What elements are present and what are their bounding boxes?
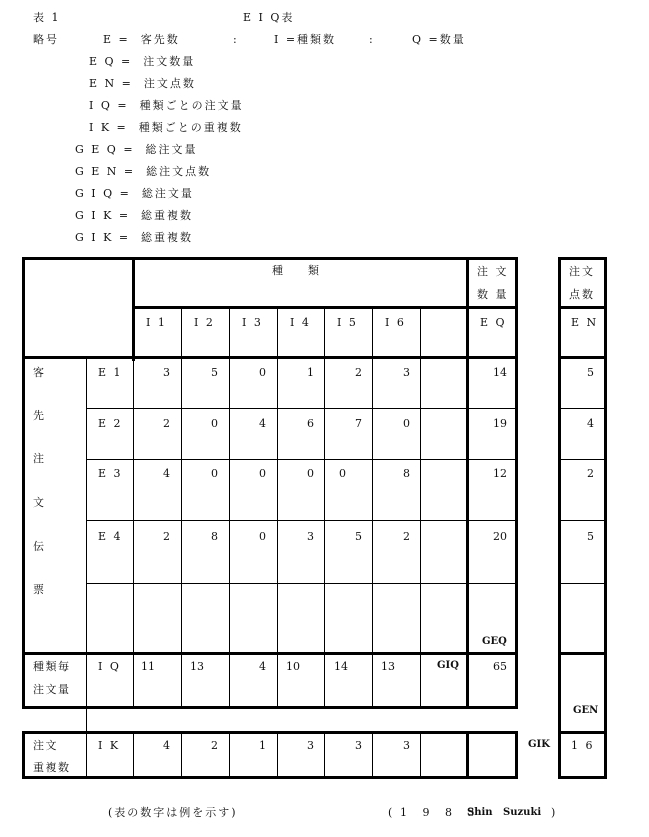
- iq-value: 11: [141, 660, 155, 673]
- cell-value: 1: [307, 366, 314, 379]
- ik-column-line: [133, 733, 134, 777]
- ik-column-line: [277, 733, 278, 777]
- iq-value: 14: [334, 660, 348, 673]
- footer-note: (表の数字は例を示す): [108, 806, 238, 819]
- legend-row: G I Q = 総注文量: [75, 187, 194, 200]
- legend-row: I Q = 種類ごとの注文量: [89, 99, 244, 112]
- item-column-line: [372, 307, 373, 708]
- cell-value: 2: [163, 417, 170, 430]
- cell-value: 0: [259, 366, 266, 379]
- cell-value: 2: [403, 530, 410, 543]
- customer-label-char: 票: [33, 583, 44, 596]
- en-column-frame: [558, 257, 607, 779]
- cell-value: 2: [355, 366, 362, 379]
- cell-value: 0: [211, 417, 218, 430]
- legend-q: Q =数量: [412, 33, 466, 46]
- geq-label: GEQ: [482, 636, 507, 647]
- eq-col-header: E Q: [480, 316, 507, 329]
- en-header-line: [558, 306, 607, 309]
- iq-total: 65: [493, 660, 507, 673]
- ik-column-line: [86, 733, 87, 777]
- row-id: E 2: [98, 417, 123, 430]
- eq-header-line2: 数 量: [477, 288, 509, 301]
- iq-value: 13: [190, 660, 204, 673]
- cell-value: 0: [339, 467, 346, 480]
- en-ik-line: [558, 731, 607, 734]
- item-column-line: [277, 307, 278, 708]
- cell-value: 0: [259, 467, 266, 480]
- ik-value: 4: [163, 739, 170, 752]
- ik-row-id: I K: [98, 739, 121, 752]
- ik-value: 3: [355, 739, 362, 752]
- header-bottom-line: [558, 356, 607, 359]
- legend-separator: :: [233, 33, 237, 46]
- legend-row: I K = 種類ごとの重複数: [89, 121, 243, 134]
- main-table-frame: [22, 257, 518, 709]
- en-value: 5: [587, 530, 594, 543]
- gen-label: GEN: [573, 705, 599, 716]
- ik-column-line: [324, 733, 325, 777]
- iq-row-top-line: [22, 652, 518, 655]
- cell-value: 0: [403, 417, 410, 430]
- cell-value: 6: [307, 417, 314, 430]
- item-column-line: [420, 307, 421, 708]
- table-number: 表 1: [33, 11, 61, 24]
- cell-value: 3: [403, 366, 410, 379]
- customer-label-char: 先: [33, 409, 44, 422]
- eq-divider: [466, 257, 469, 709]
- ik-value: 2: [211, 739, 218, 752]
- customer-label-char: 文: [33, 496, 44, 509]
- iq-value: 10: [286, 660, 300, 673]
- header-bottom-line: [22, 356, 518, 359]
- iq-value: 13: [381, 660, 395, 673]
- legend-row: G I K = 総重複数: [75, 231, 194, 244]
- cell-value: 3: [163, 366, 170, 379]
- en-value: 2: [587, 467, 594, 480]
- eq-value: 14: [493, 366, 507, 379]
- row-line: [87, 408, 516, 409]
- item-column-line: [181, 307, 182, 708]
- item-col-header: I 3: [242, 316, 263, 329]
- row-line: [560, 583, 605, 584]
- row-line: [560, 520, 605, 521]
- ik-column-line: [229, 733, 230, 777]
- row-line: [87, 583, 516, 584]
- item-col-header: I 4: [290, 316, 311, 329]
- ik-value: 3: [403, 739, 410, 752]
- item-col-header: I 5: [337, 316, 358, 329]
- page-title: E I Q表: [243, 11, 295, 24]
- ik-total: 1 6: [571, 739, 595, 752]
- kind-header: 種 類: [272, 264, 325, 277]
- ik-row-label-line1: 注文: [33, 739, 58, 752]
- header-divider: [132, 257, 135, 361]
- eq-value: 12: [493, 467, 507, 480]
- giq-label: GIQ: [437, 660, 459, 671]
- cell-value: 4: [259, 417, 266, 430]
- en-value: 4: [587, 417, 594, 430]
- cell-value: 0: [259, 530, 266, 543]
- legend-row: G E N = 総注文点数: [75, 165, 212, 178]
- cell-value: 0: [307, 467, 314, 480]
- credit-open-paren: (: [388, 806, 393, 819]
- customer-label-char: 注: [33, 452, 44, 465]
- row-id: E 4: [98, 530, 123, 543]
- credit-year: 1 9 8 3: [400, 806, 481, 819]
- en-value: 5: [587, 366, 594, 379]
- row-line: [560, 408, 605, 409]
- customer-label-char: 伝: [33, 540, 44, 553]
- iq-row-label-line2: 注文量: [33, 683, 71, 696]
- item-column-line: [324, 307, 325, 708]
- cell-value: 4: [163, 467, 170, 480]
- legend-e: E = 客先数: [103, 33, 180, 46]
- legend-row: E N = 注文点数: [89, 77, 196, 90]
- item-column-line: [229, 307, 230, 708]
- ik-column-line: [372, 733, 373, 777]
- gik-label: GIK: [528, 739, 550, 750]
- legend-separator: :: [369, 33, 373, 46]
- id-connector-line: [86, 709, 87, 731]
- ik-value: 1: [259, 739, 266, 752]
- cell-value: 5: [211, 366, 218, 379]
- eq-value: 20: [493, 530, 507, 543]
- credit-name: Shin Suzuki: [467, 807, 542, 818]
- en-col-header: E N: [571, 316, 599, 329]
- eq-value: 19: [493, 417, 507, 430]
- legend-row: E Q = 注文数量: [89, 55, 196, 68]
- item-col-header: I 1: [146, 316, 167, 329]
- cell-value: 7: [355, 417, 362, 430]
- item-col-header: I 2: [194, 316, 215, 329]
- row-line: [87, 459, 516, 460]
- ik-row-frame: [22, 731, 518, 779]
- ik-column-line: [420, 733, 421, 777]
- cell-value: 8: [403, 467, 410, 480]
- iq-row-label-line1: 種類毎: [33, 660, 71, 673]
- row-line: [87, 520, 516, 521]
- en-header-line1: 注文: [569, 265, 595, 278]
- row-id: E 3: [98, 467, 123, 480]
- credit-close-paren: ): [551, 806, 556, 819]
- row-id: E 1: [98, 366, 123, 379]
- cell-value: 5: [355, 530, 362, 543]
- iq-row-id: I Q: [98, 660, 121, 673]
- cell-value: 8: [211, 530, 218, 543]
- eq-header-line1: 注 文: [477, 265, 509, 278]
- iq-value: 4: [259, 660, 266, 673]
- eq-divider: [466, 731, 469, 779]
- en-total-line: [558, 652, 607, 655]
- customer-label-char: 客: [33, 366, 44, 379]
- id-column-line: [133, 357, 134, 708]
- cell-value: 3: [307, 530, 314, 543]
- id-column-line: [86, 357, 87, 708]
- item-col-header: I 6: [385, 316, 406, 329]
- row-line: [560, 459, 605, 460]
- en-header-line2: 点数: [569, 288, 595, 301]
- ik-row-label-line2: 重複数: [33, 761, 71, 774]
- cell-value: 0: [211, 467, 218, 480]
- legend-heading: 略号: [33, 33, 59, 46]
- legend-row: G E Q = 総注文量: [75, 143, 198, 156]
- ik-column-line: [181, 733, 182, 777]
- kind-header-line: [132, 306, 518, 309]
- legend-row: G I K = 総重複数: [75, 209, 194, 222]
- cell-value: 2: [163, 530, 170, 543]
- ik-value: 3: [307, 739, 314, 752]
- legend-i: I =種類数: [274, 33, 337, 46]
